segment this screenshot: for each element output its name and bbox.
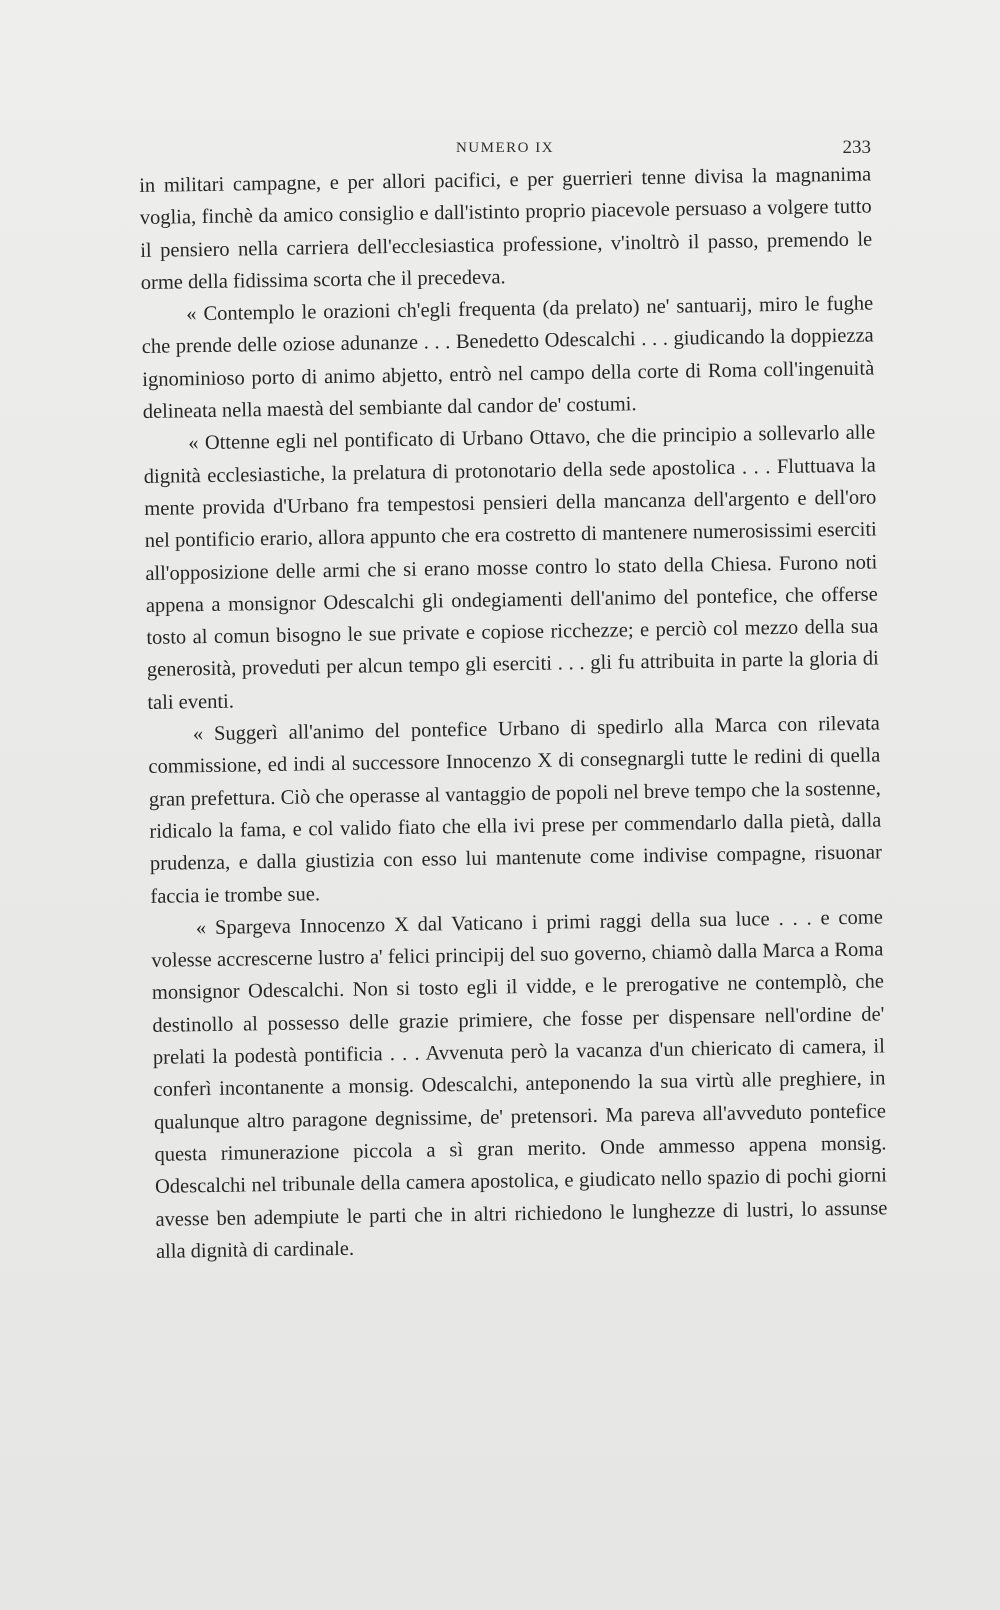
paragraph: in militari campagne, e per allori pacifici, e per guerrieri tenne divisa la magnanima voglia, finchè da amico consiglio e dall'istinto proprio piacevole persuaso a volgere tutto il pensiero nella carriera dell'ecclesiastica professione, v'inoltrò il passo, premendo le orme della fidissima scorta che il precedeva. bbox=[139, 163, 873, 294]
body-text bbox=[139, 159, 888, 1268]
paragraph: « Contemplo le orazioni ch'egli frequenta (da prelato) ne' santuarij, miro le fughe che prende delle oziose adunanze . . . Benedetto Odescalchi . . . giudicando la doppiezza ignominioso porto di animo abjetto, entrò nel campo della corte di Roma coll'ingenuità delineata nella maestà del sembiante dal candor de' costumi. bbox=[141, 292, 875, 424]
running-head bbox=[139, 137, 871, 159]
page-number: 233 bbox=[842, 137, 871, 158]
paragraph: « Suggerì all'animo del pontefice Urbano di spedirlo alla Marca con rilevata commissione, ed indi al successore Innocenzo X di consegnargli tutte le redini di quella gran prefettura. Ciò che operasse al vantaggio de popoli nel breve tempo che la sostenne, ridicalo la fama, e col valido fiato che ella ivi prese per commendarlo dalla pietà, dalla prudenza, e dalla giustizia con esso lui mantenute come indivise compagne, risuonar faccia ie trombe sue. bbox=[148, 712, 882, 908]
paragraph: « Spargeva Innocenzo X dal Vaticano i primi raggi della sua luce . . . e come volesse accrescerne lustro a' felici principij del suo governo, chiamò dalla Marca a Roma monsignor Odescalchi. Non si tosto egli il vidde, e le prerogative ne contemplò, che destinollo al possesso delle grazie primiere, che fosse per dispensare nell'ordine de' prelati la podestà pontificia . . . Avvenuta però la vacanza d'un chiericato di camera, il conferì incontanente a monsig. Odescalchi, anteponendo la sua virtù alle preghiere, in qualunque altro paragone degnissime, de' pretensori. Ma pareva all'avveduto pontefice questa rimunerazione piccola a sì gran merito. Onde ammesso appena monsig. Odescalchi nel tribunale della camera apostolica, e giudicato nello spazio di pochi giorni avesse ben adempiute le parti che in altri richiedono le lunghezze di lustri, lo assunse alla dignità di cardinale. bbox=[151, 906, 888, 1263]
running-title: NUMERO IX bbox=[455, 140, 555, 156]
paragraph: « Ottenne egli nel pontificato di Urbano Ottavo, che die principio a sollevarlo alle dignità ecclesiastiche, la prelatura di protonotario della sede apostolica . . . Fluttuava la mente provida d'Urbano fra tempestosi pensieri della mancanza dell'argento e dell'oro nel pontificio erario, allora appunto che era costretto di mantenere numerosissimi eserciti all'opposizione delle armi che si erano mosse contro lo stato della Chiesa. Furono noti appena a monsignor Odescalchi gli ondegiamenti dell'animo del pontefice, che offerse tosto al comun bisogno le sue private e copiose ricchezze; e perciò col mezzo della sua generosità, proveduti per alcun tempo gli eserciti . . . gli fu attribuita in parte la gloria di tali eventi. bbox=[143, 421, 879, 714]
